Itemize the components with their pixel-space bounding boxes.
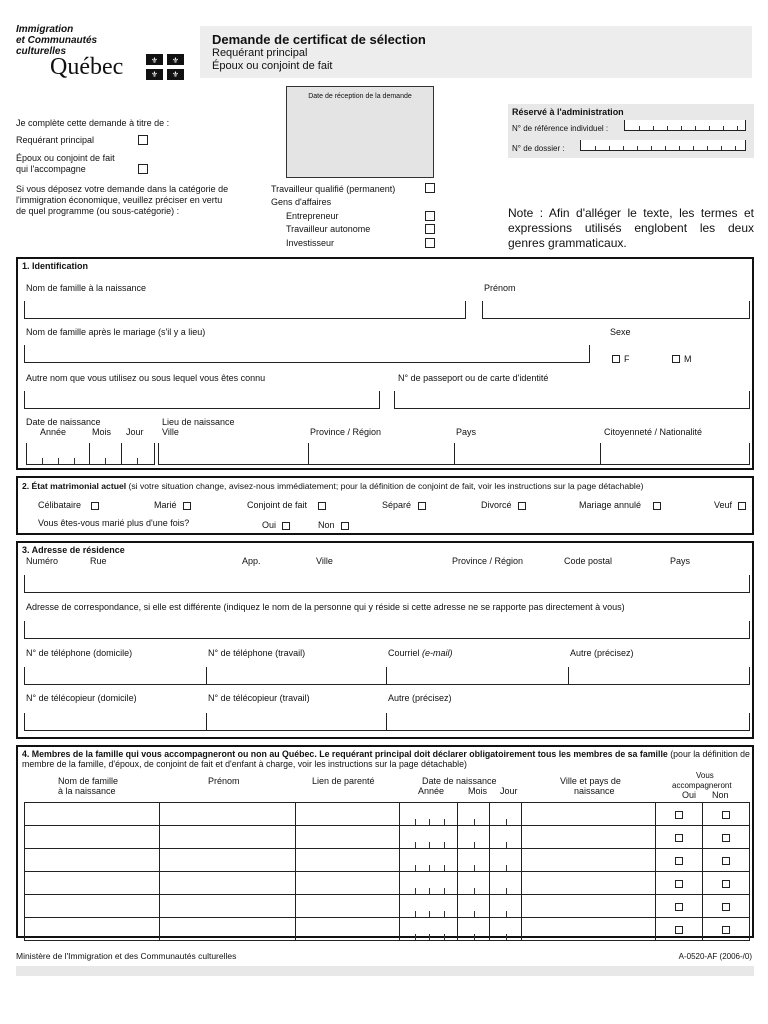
widowed-label: Veuf (714, 500, 733, 510)
annulled-checkbox[interactable] (653, 502, 661, 510)
section-1-title: 1. Identification (22, 261, 89, 271)
family-cell[interactable] (702, 826, 749, 849)
separated-label: Séparé (382, 500, 412, 510)
birth-name-label: Nom de famille à la naissance (26, 283, 147, 293)
section-marital-status (16, 476, 754, 535)
family-row (25, 918, 750, 941)
reception-date-label: Date de réception de la demande (308, 93, 412, 100)
family-cell[interactable] (656, 849, 703, 872)
email-label (388, 648, 453, 659)
accompany-no-checkbox[interactable] (722, 880, 730, 888)
family-cell[interactable] (490, 918, 522, 941)
reception-date-box (286, 86, 434, 178)
col-year: Année (418, 786, 445, 796)
tel-home-label: N° de téléphone (domicile) (26, 648, 133, 658)
family-row (25, 872, 750, 895)
footer-band (16, 966, 754, 976)
family-cell[interactable] (458, 918, 490, 941)
sex-label: Sexe (610, 327, 631, 337)
family-cell[interactable] (522, 872, 656, 895)
col-day: Jour (500, 786, 518, 796)
family-cell[interactable] (458, 826, 490, 849)
birth-name-field[interactable] (24, 301, 466, 319)
family-row (25, 803, 750, 826)
family-cell[interactable] (400, 803, 458, 826)
svg-text:⚜: ⚜ (150, 70, 159, 79)
family-cell[interactable] (400, 849, 458, 872)
email-label-en: (e-mail) (422, 648, 453, 658)
section-identification (16, 257, 754, 470)
family-cell[interactable] (490, 826, 522, 849)
form-subtitle-1: Requérant principal (212, 47, 308, 59)
family-cell[interactable] (400, 826, 458, 849)
sex-f-label: F (624, 354, 630, 364)
common-law-checkbox[interactable] (318, 502, 326, 510)
other-name-field[interactable] (24, 391, 380, 409)
completing-as-label: Je complète cette demande à titre de : (16, 118, 170, 128)
family-cell[interactable] (25, 872, 160, 895)
family-cell[interactable] (656, 803, 703, 826)
accompany-yes-checkbox[interactable] (675, 926, 683, 934)
divorced-checkbox[interactable] (518, 502, 526, 510)
email-label-text: Courriel (388, 648, 420, 658)
family-cell[interactable] (25, 803, 160, 826)
dob-day-label: Jour (126, 427, 144, 437)
program-investor-label: Investisseur (286, 238, 335, 248)
footer-form-code: A-0520-AF (2006-/0) (678, 952, 752, 961)
admin-file-label: N° de dossier : (512, 144, 565, 153)
fax-work-field[interactable] (206, 713, 386, 731)
svg-text:⚜: ⚜ (171, 56, 180, 65)
sex-m-checkbox[interactable] (672, 355, 680, 363)
section-residence-address (16, 541, 754, 739)
family-cell[interactable] (295, 872, 400, 895)
family-table (24, 802, 750, 941)
family-cell[interactable] (522, 849, 656, 872)
family-cell[interactable] (702, 918, 749, 941)
city-label: Ville (316, 556, 333, 566)
col-yes: Oui (682, 790, 697, 800)
family-cell[interactable] (656, 918, 703, 941)
family-cell[interactable] (490, 872, 522, 895)
common-law-label: Conjoint de fait (247, 500, 308, 510)
spouse-label-1: Époux ou conjoint de fait (16, 153, 115, 163)
family-cell[interactable] (702, 803, 749, 826)
admin-ref-field[interactable] (624, 120, 746, 131)
program-skilled-checkbox[interactable] (425, 183, 435, 193)
accompany-no-checkbox[interactable] (722, 857, 730, 865)
fax-home-label: N° de télécopieur (domicile) (26, 693, 137, 703)
family-cell[interactable] (159, 803, 295, 826)
section-family-members (16, 745, 754, 938)
col-name-1: Nom de famille (58, 776, 119, 786)
family-cell[interactable] (490, 895, 522, 918)
first-name-label: Prénom (484, 283, 516, 293)
married-more-yes-label: Oui (262, 520, 277, 530)
pob-city-label: Ville (162, 427, 179, 437)
program-entrepreneur-checkbox[interactable] (425, 211, 435, 221)
fax-home-field[interactable] (24, 713, 206, 731)
section-4-heading: 4. Membres de la famille qui vous accompagneront ou non au Québec. Le requérant principal doit déclarer obligatoirement tous les membres de sa (22, 749, 638, 759)
section-3-title: 3. Adresse de résidence (22, 545, 125, 555)
family-cell[interactable] (295, 849, 400, 872)
section-2-heading: 2. État matrimonial actuel (22, 481, 127, 491)
principal-applicant-checkbox[interactable] (138, 135, 148, 145)
accompany-yes-checkbox[interactable] (675, 857, 683, 865)
title-band (200, 26, 752, 78)
program-skilled-label: Travailleur qualifié (permanent) (271, 184, 396, 194)
sex-m-label: M (684, 354, 692, 364)
country-label: Pays (670, 556, 691, 566)
family-cell[interactable] (400, 872, 458, 895)
family-cell[interactable] (522, 803, 656, 826)
section-4-heading-2: famille (639, 749, 668, 759)
married-checkbox[interactable] (183, 502, 191, 510)
tel-home-field[interactable] (24, 667, 206, 685)
category-text-3: de quel programme (ou sous-catégorie) : (16, 206, 180, 216)
section-2-title (22, 481, 643, 492)
ministry-line-1: Immigration (16, 24, 74, 35)
accompany-yes-checkbox[interactable] (675, 811, 683, 819)
col-no: Non (712, 790, 729, 800)
mailing-address-label: Adresse de correspondance, si elle est différente (indiquez le nom de la personne qui y réside si cette adresse ne se rapporte pas directement à vous) (26, 602, 625, 612)
family-cell[interactable] (490, 849, 522, 872)
family-row (25, 826, 750, 849)
spouse-label-2: qui l'accompagne (16, 164, 86, 174)
family-cell[interactable] (702, 872, 749, 895)
family-cell[interactable] (656, 895, 703, 918)
principal-applicant-label: Requérant principal (16, 135, 95, 145)
category-text-2: l'immigration économique, veuillez préciser en vertu (16, 195, 223, 205)
single-label: Célibataire (38, 500, 82, 510)
family-cell[interactable] (490, 803, 522, 826)
dob-year-label: Année (40, 427, 67, 437)
family-cell[interactable] (656, 872, 703, 895)
admin-file-field[interactable] (580, 140, 746, 151)
program-entrepreneur-label: Entrepreneur (286, 211, 339, 221)
province-label: Province / Région (452, 556, 524, 566)
other-contact-label: Autre (précisez) (570, 648, 634, 658)
program-business-label: Gens d'affaires (271, 197, 332, 207)
fax-work-label: N° de télécopieur (travail) (208, 693, 310, 703)
program-selfemployed-label: Travailleur autonome (286, 224, 371, 234)
passport-field[interactable] (394, 391, 750, 409)
married-more-yes-checkbox[interactable] (282, 522, 290, 530)
family-cell[interactable] (159, 895, 295, 918)
family-cell[interactable] (400, 895, 458, 918)
gender-note: Note : Afin d'alléger le texte, les termes et expressions utilisés englobent les deux genres grammaticaux. (508, 206, 754, 250)
form-subtitle-2: Époux ou conjoint de fait (212, 60, 333, 72)
family-row (25, 895, 750, 918)
family-cell[interactable] (25, 895, 160, 918)
col-place-1: Ville et pays de (560, 776, 621, 786)
program-selfemployed-checkbox[interactable] (425, 224, 435, 234)
married-name-field[interactable] (24, 345, 590, 363)
ministry-logo (16, 24, 196, 82)
married-more-no-checkbox[interactable] (341, 522, 349, 530)
annulled-label: Mariage annulé (579, 500, 642, 510)
other-contact-field[interactable] (568, 667, 750, 685)
family-cell[interactable] (458, 849, 490, 872)
accompany-yes-checkbox[interactable] (675, 834, 683, 842)
admin-ref-label: N° de référence individuel : (512, 124, 609, 133)
ministry-line-2: et Communautés (16, 35, 98, 46)
family-cell[interactable] (159, 918, 295, 941)
pob-city-field[interactable] (158, 443, 308, 465)
pob-country-label: Pays (456, 427, 477, 437)
family-cell[interactable] (702, 895, 749, 918)
family-cell[interactable] (159, 826, 295, 849)
section-4-title (22, 749, 750, 769)
citizenship-field[interactable] (600, 443, 750, 465)
col-dob: Date de naissance (422, 776, 497, 786)
svg-text:⚜: ⚜ (171, 70, 180, 79)
category-text-1: Si vous déposez votre demande dans la catégorie de (16, 184, 229, 194)
apt-label: App. (242, 556, 261, 566)
widowed-checkbox[interactable] (738, 502, 746, 510)
family-cell[interactable] (400, 918, 458, 941)
family-cell[interactable] (295, 826, 400, 849)
married-name-label: Nom de famille après le mariage (s'il y a lieu) (26, 327, 206, 337)
col-name-2: à la naissance (58, 786, 116, 796)
col-acc-2: accompagneront (672, 781, 732, 790)
family-cell[interactable] (295, 803, 400, 826)
section-2-note: (si votre situation change, avisez-nous immédiatement; pour la définition de conjoint de fait, voir les instructions sur la page détachable) (126, 481, 644, 491)
form-title: Demande de certificat de sélection (212, 32, 426, 47)
footer-ministry: Ministère de l'Immigration et des Communautés culturelles (16, 951, 237, 961)
admin-title: Réservé à l'administration (512, 107, 624, 117)
married-more-no-label: Non (318, 520, 335, 530)
postal-code-label: Code postal (564, 556, 613, 566)
tel-work-label: N° de téléphone (travail) (208, 648, 306, 658)
married-more-label: Vous êtes-vous marié plus d'une fois? (38, 518, 190, 528)
family-cell[interactable] (458, 895, 490, 918)
province-name: Québec (50, 54, 124, 80)
family-cell[interactable] (25, 918, 160, 941)
pob-country-field[interactable] (454, 443, 600, 465)
svg-text:⚜: ⚜ (150, 56, 159, 65)
dob-label: Date de naissance (26, 417, 101, 427)
col-place-2: naissance (574, 786, 615, 796)
family-cell[interactable] (25, 826, 160, 849)
fleurdelise-flag-icon (146, 54, 184, 80)
accompany-no-checkbox[interactable] (722, 834, 730, 842)
mailing-address-field[interactable] (24, 621, 750, 639)
divorced-label: Divorcé (481, 500, 512, 510)
family-cell[interactable] (522, 826, 656, 849)
section-4-note: (pour la définition de membre de la famille, d'époux, de conjoint de fait et d'enfant à charge, voir les instructions sur la page détachable) (22, 749, 750, 769)
dob-month-label: Mois (92, 427, 112, 437)
other-fax-label: Autre (précisez) (388, 693, 452, 703)
other-fax-field[interactable] (386, 713, 750, 731)
single-checkbox[interactable] (91, 502, 99, 510)
pob-province-field[interactable] (308, 443, 454, 465)
family-cell[interactable] (159, 849, 295, 872)
citizenship-label: Citoyenneté / Nationalité (604, 427, 703, 437)
admin-box (508, 104, 754, 158)
family-cell[interactable] (656, 826, 703, 849)
col-relation: Lien de parenté (312, 776, 375, 786)
accompany-no-checkbox[interactable] (722, 811, 730, 819)
family-cell[interactable] (25, 849, 160, 872)
ministry-line-3: culturelles (16, 46, 67, 57)
passport-label: N° de passeport ou de carte d'identité (398, 373, 549, 383)
program-investor-checkbox[interactable] (425, 238, 435, 248)
family-cell[interactable] (522, 918, 656, 941)
accompany-no-checkbox[interactable] (722, 903, 730, 911)
col-month: Mois (468, 786, 488, 796)
street-label: Rue (90, 556, 107, 566)
pob-province-label: Province / Région (310, 427, 382, 437)
family-cell[interactable] (458, 803, 490, 826)
family-row (25, 849, 750, 872)
col-first-name: Prénom (208, 776, 240, 786)
pob-label: Lieu de naissance (162, 417, 235, 427)
col-acc-1: Vous (696, 771, 714, 780)
email-field[interactable] (386, 667, 568, 685)
family-cell[interactable] (522, 895, 656, 918)
number-label: Numéro (26, 556, 59, 566)
address-field[interactable] (24, 575, 750, 593)
accompany-no-checkbox[interactable] (722, 926, 730, 934)
dob-field[interactable] (26, 443, 154, 465)
accompany-yes-checkbox[interactable] (675, 903, 683, 911)
family-cell[interactable] (458, 872, 490, 895)
separated-checkbox[interactable] (418, 502, 426, 510)
family-cell[interactable] (159, 872, 295, 895)
married-label: Marié (154, 500, 177, 510)
spouse-checkbox[interactable] (138, 164, 148, 174)
family-cell[interactable] (295, 895, 400, 918)
family-cell[interactable] (295, 918, 400, 941)
accompany-yes-checkbox[interactable] (675, 880, 683, 888)
sex-f-checkbox[interactable] (612, 355, 620, 363)
other-name-label: Autre nom que vous utilisez ou sous lequel vous êtes connu (26, 373, 266, 383)
tel-work-field[interactable] (206, 667, 386, 685)
family-cell[interactable] (702, 849, 749, 872)
first-name-field[interactable] (482, 301, 750, 319)
